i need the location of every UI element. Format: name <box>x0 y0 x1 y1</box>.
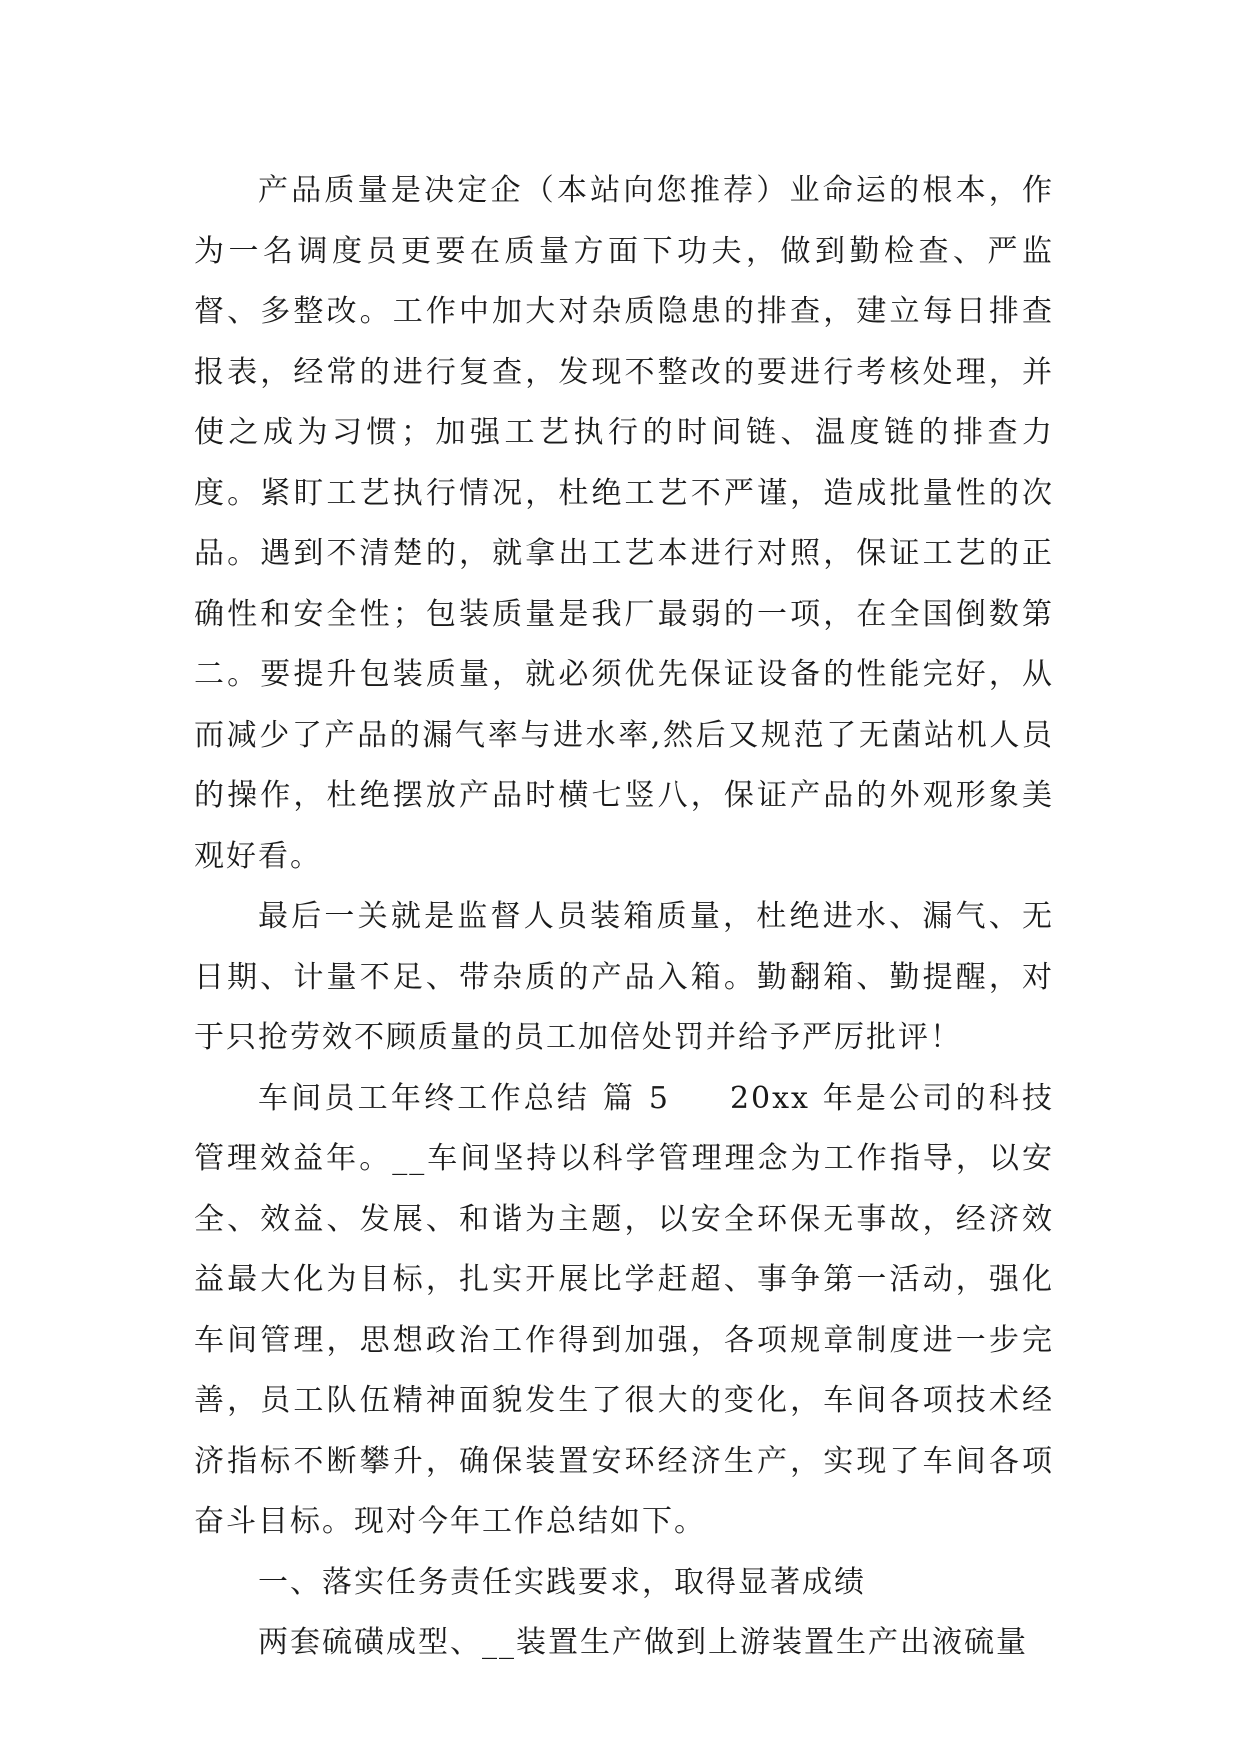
paragraph-sulfur-forming: 两套硫磺成型、__装置生产做到上游装置生产出液硫量 <box>258 1625 1028 1660</box>
subheading-one: 一、落实任务责任实践要求，取得显著成绩 <box>258 1564 866 1600</box>
section-intro-text: 20xx 年是公司的科技管理效益年。__车间坚持以科学管理理念为工作指导，以安全、效益、发展、和谐为主题，以安全环保无事故，经济效益最大化为目标，扎实开展比学赶超、事争第一活动，强化车间管理，思想政治工作得到加强，各项规章制度进一步完善，员工队伍精神面貌发生了很大的变化，车间各项技术经济指标不断攀升，确保装置安环经济生产，实现了车间各项奋斗目标。现对今年工作总结如下。 <box>194 1080 1054 1539</box>
document-body <box>194 161 1054 1674</box>
paragraph-final-check: 最后一关就是监督人员装箱质量，杜绝进水、漏气、无日期、计量不足、带杂质的产品入箱。勤翻箱、勤提醒，对于只抢劳效不顾质量的员工加倍处罚并给予严厉批评！ <box>194 899 1054 1055</box>
section-heading: 车间员工年终工作总结 篇 5 <box>258 1080 670 1116</box>
paragraph-section-5 <box>194 1069 1054 1553</box>
paragraph-product-quality: 产品质量是决定企（本站向您推荐）业命运的根本，作为一名调度员更要在质量方面下功夫，做到勤检查、严监督、多整改。工作中加大对杂质隐患的排查，建立每日排查报表，经常的进行复查，发现不整改的要进行考核处理，并使之成为习惯；加强工艺执行的时间链、温度链的排查力度。紧盯工艺执行情况，杜绝工艺不严谨，造成批量性的次品。遇到不清楚的，就拿出工艺本进行对照，保证工艺的正确性和安全性；包装质量是我厂最弱的一项，在全国倒数第二。要提升包装质量，就必须优先保证设备的性能完好，从而减少了产品的漏气率与进水率,然后又规范了无菌站机人员的操作，杜绝摆放产品时横七竖八，保证产品的外观形象美观好看。 <box>194 173 1054 874</box>
